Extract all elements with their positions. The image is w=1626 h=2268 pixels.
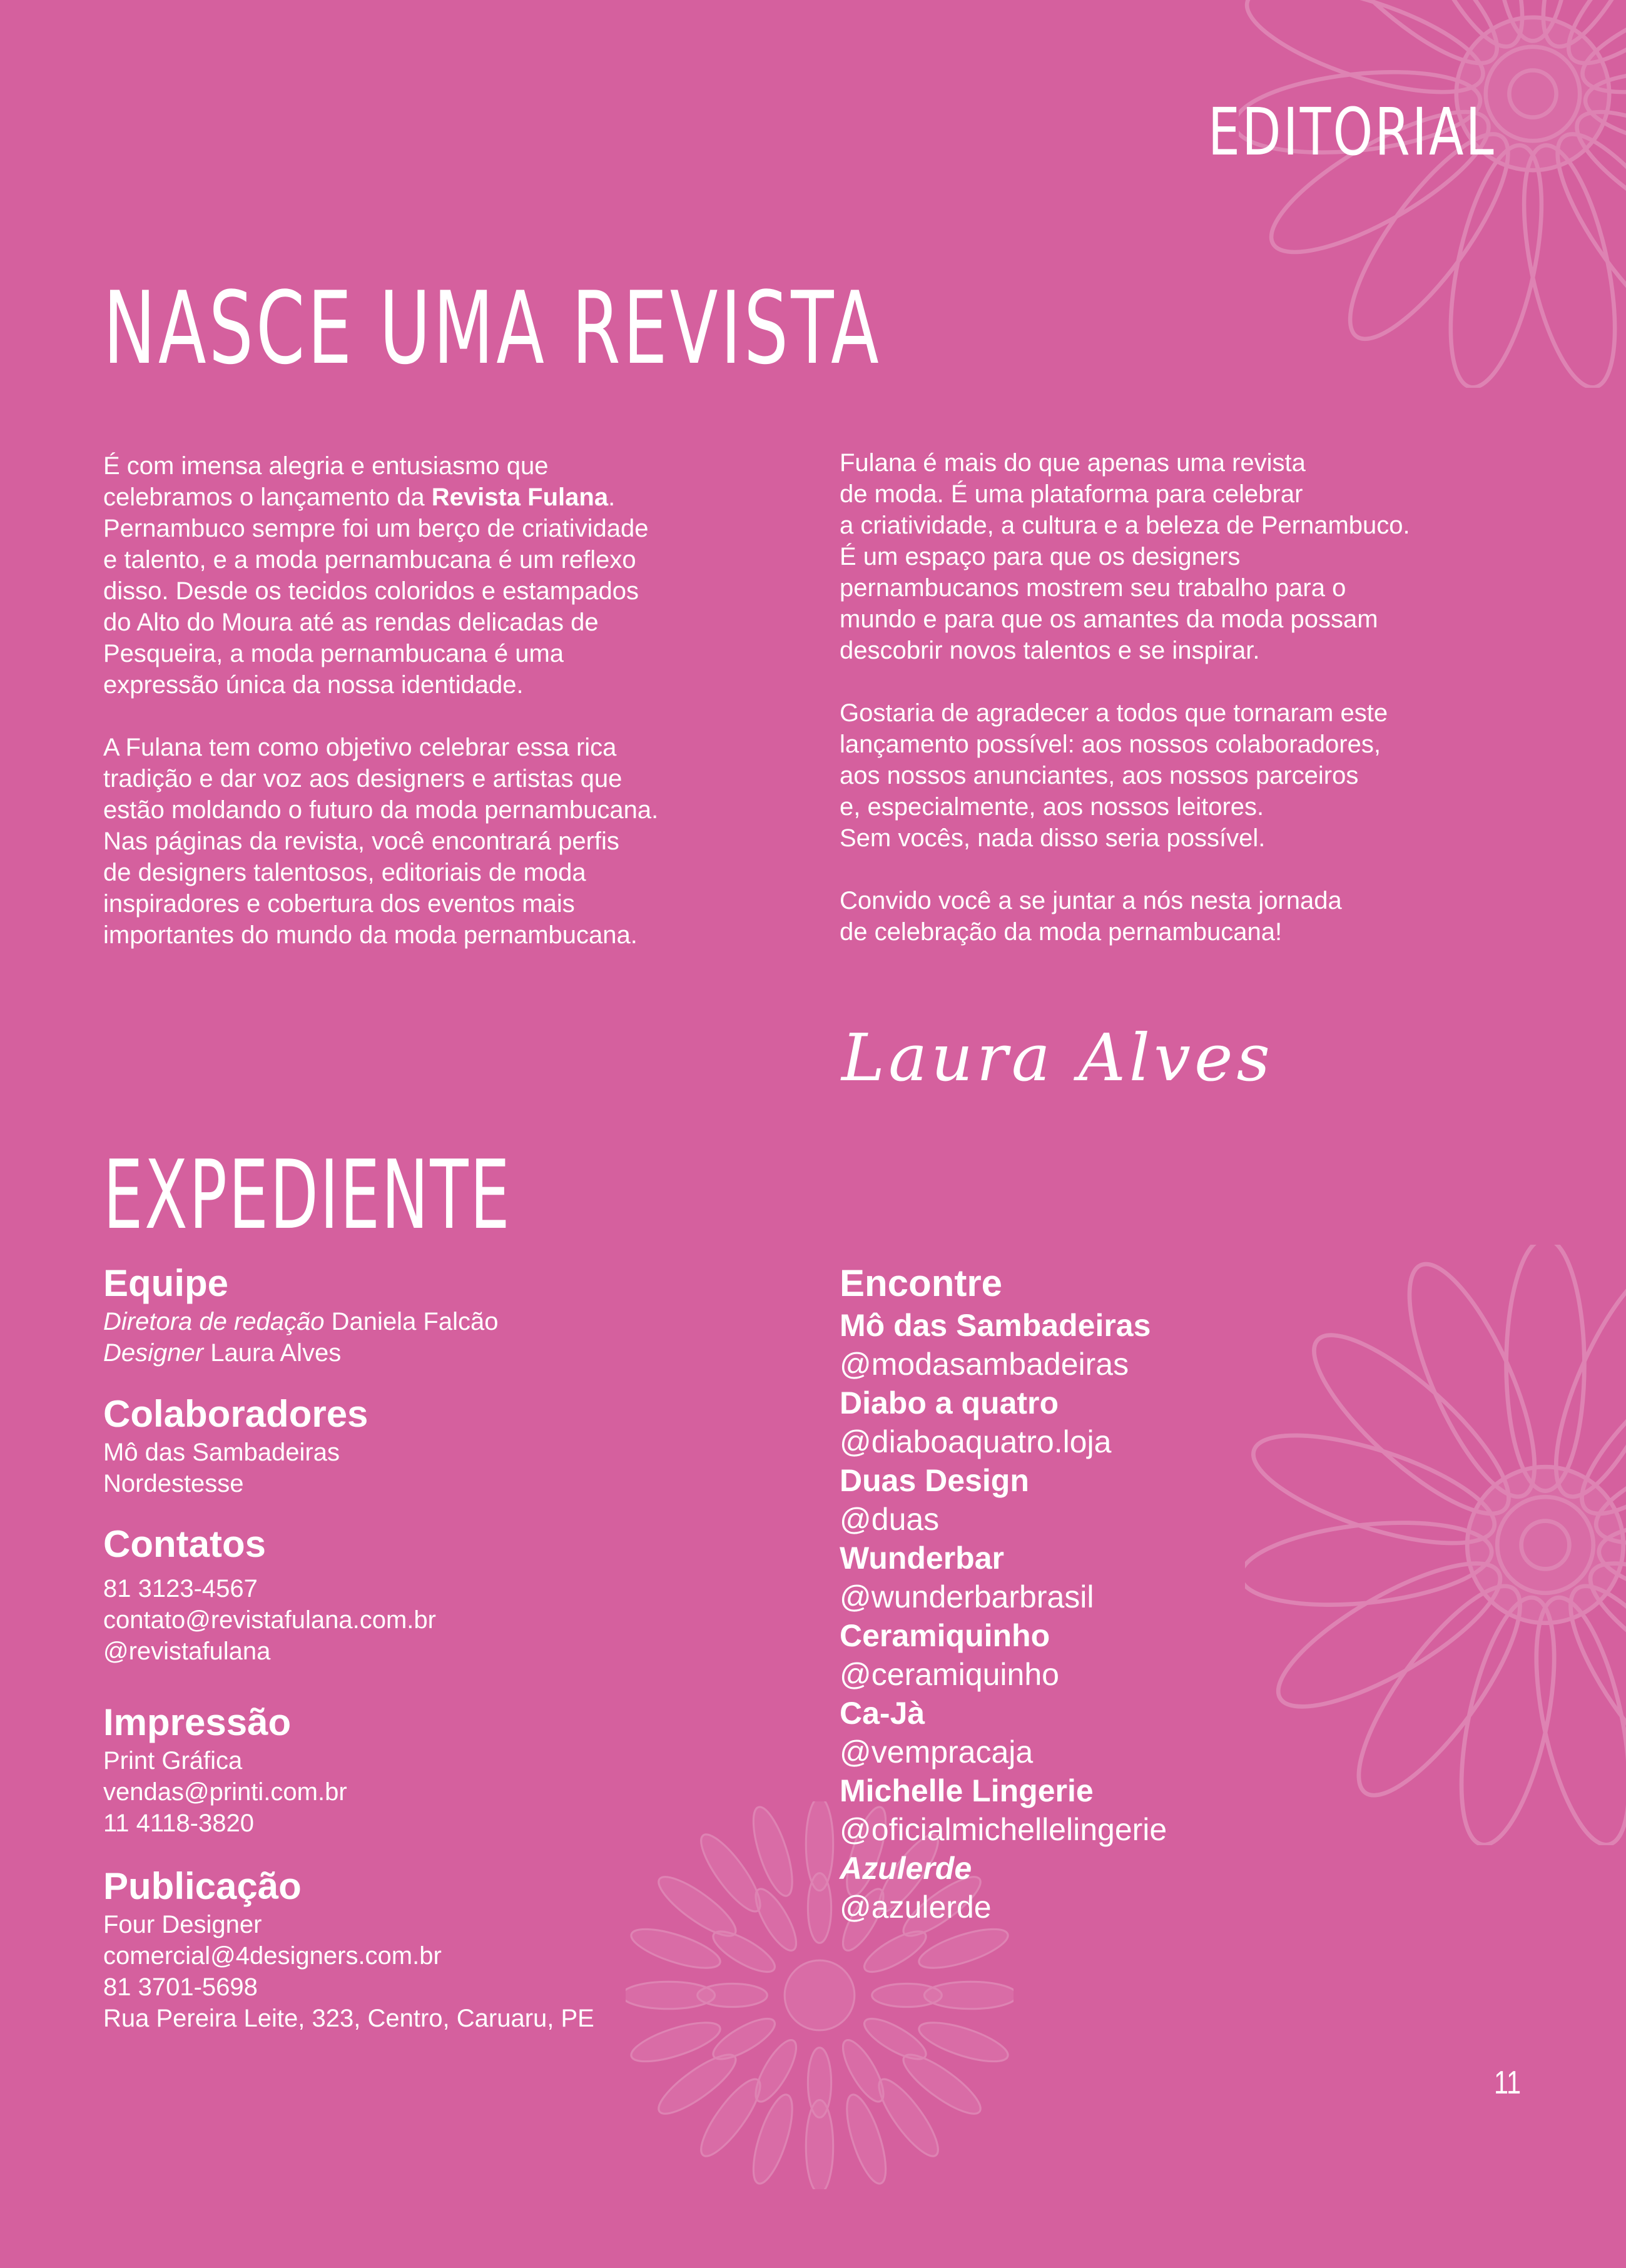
list-item: Mô das Sambadeiras: [103, 1439, 340, 1466]
team-role: Designer: [103, 1339, 204, 1367]
impressao-heading: Impressão: [103, 1701, 292, 1743]
store-name: Mô das Sambadeiras: [840, 1308, 1151, 1343]
store-name: Azulerde: [840, 1851, 972, 1886]
store-name: Duas Design: [840, 1463, 1029, 1498]
store-handle: @wunderbarbrasil: [840, 1579, 1094, 1614]
paragraph-text: . Pernambuco sempre foi um berço de criatividade e talento, e a moda pernambucana é um reflexo disso. Desde os tecidos coloridos e estampados do Alto do Moura até as rendas delicadas de Pesqueira, a moda pernambucana é uma expressão única da nossa identidade.: [103, 483, 649, 699]
signature: Laura Alves: [841, 1020, 1274, 1096]
team-name: Laura Alves: [210, 1339, 342, 1367]
equipe-group: [103, 1261, 499, 1369]
email-address: vendas@printi.com.br: [103, 1778, 347, 1806]
expediente-title: EXPEDIENTE: [103, 1140, 512, 1250]
impressao-group: [103, 1700, 347, 1839]
address: Rua Pereira Leite, 323, Centro, Caruaru, PE: [103, 2005, 594, 2032]
colaboradores-group: [103, 1392, 368, 1499]
list-item: Print Gráfica: [103, 1747, 243, 1774]
encontre-heading: Encontre: [840, 1262, 1003, 1304]
team-role: Diretora de redação: [103, 1308, 325, 1335]
page-number: 11: [1494, 2065, 1522, 2101]
editorial-paragraph-1: [103, 450, 785, 701]
email-address: comercial@4designers.com.br: [103, 1942, 442, 1970]
phone-number: 11 4118-3820: [103, 1810, 254, 1837]
team-member: [103, 1337, 499, 1369]
list-item: Four Designer: [103, 1911, 262, 1938]
team-member: [103, 1306, 499, 1337]
editorial-paragraph-2: A Fulana tem como objetivo celebrar essa rica tradição e dar voz aos designers e artistas que estão moldando o futuro da moda pernambucana. Nas páginas da revista, você encontrará perfis de designers talentosos, editoriais de moda inspiradores e cobertura dos eventos mais importantes do mundo da moda pernambucana.: [103, 734, 659, 949]
store-name: Wunderbar: [840, 1541, 1004, 1576]
store-handle: @diaboaquatro.loja: [840, 1424, 1112, 1459]
phone-number: 81 3701-5698: [103, 1973, 258, 2001]
store-name: Diabo a quatro: [840, 1385, 1059, 1420]
contatos-heading: Contatos: [103, 1523, 266, 1565]
page-title: NASCE UMA REVISTA: [103, 270, 882, 387]
store-name: Michelle Lingerie: [840, 1773, 1094, 1808]
social-handle: @revistafulana: [103, 1638, 271, 1665]
list-item: Nordestesse: [103, 1470, 244, 1497]
magazine-name: Revista Fulana: [431, 483, 609, 511]
editorial-paragraph-5: Convido você a se juntar a nós nesta jornada de celebração da moda pernambucana!: [840, 887, 1342, 946]
paragraph-text: É com imensa alegria e entusiasmo que celebramos o lançamento da: [103, 452, 549, 511]
editorial-right-column: [840, 447, 1547, 979]
email-address: contato@revistafulana.com.br: [103, 1606, 436, 1634]
flower-top-right-icon: [1239, 0, 1626, 388]
flower-middle-right-icon: [1245, 1245, 1626, 1845]
store-handle: @vempracaja: [840, 1734, 1034, 1769]
publicacao-heading: Publicação: [103, 1865, 302, 1907]
store-handle: @modasambadeiras: [840, 1347, 1129, 1382]
store-handle: @duas: [840, 1502, 940, 1537]
encontre-group: [840, 1261, 1167, 1926]
editorial-left-column: [103, 450, 785, 982]
team-name: Daniela Falcão: [331, 1308, 499, 1335]
store-handle: @ceramiquinho: [840, 1657, 1059, 1692]
equipe-heading: Equipe: [103, 1262, 229, 1304]
colaboradores-heading: Colaboradores: [103, 1393, 368, 1435]
store-name: Ca-Jà: [840, 1696, 925, 1731]
store-handle: @oficialmichellelingerie: [840, 1812, 1167, 1847]
phone-number: 81 3123-4567: [103, 1575, 258, 1602]
editorial-paragraph-3: Fulana é mais do que apenas uma revista de moda. É uma plataforma para celebrar a criatividade, a cultura e a beleza de Pernambuco. É um espaço para que os designers pernambucanos mostrem seu trabalho para o mundo e para que os amantes da moda possam descobrir novos talentos e se inspirar.: [840, 449, 1410, 664]
store-name: Ceramiquinho: [840, 1618, 1050, 1653]
contatos-group: [103, 1522, 436, 1667]
section-label: EDITORIAL: [1207, 94, 1496, 170]
store-handle: @azulerde: [840, 1890, 992, 1925]
editorial-paragraph-4: Gostaria de agradecer a todos que tornaram este lançamento possível: aos nossos colaboradores, aos nossos anunciantes, aos nossos parceiros e, especialmente, aos nossos leitores. Sem vocês, nada disso seria possível.: [840, 699, 1388, 852]
publicacao-group: [103, 1864, 594, 2034]
